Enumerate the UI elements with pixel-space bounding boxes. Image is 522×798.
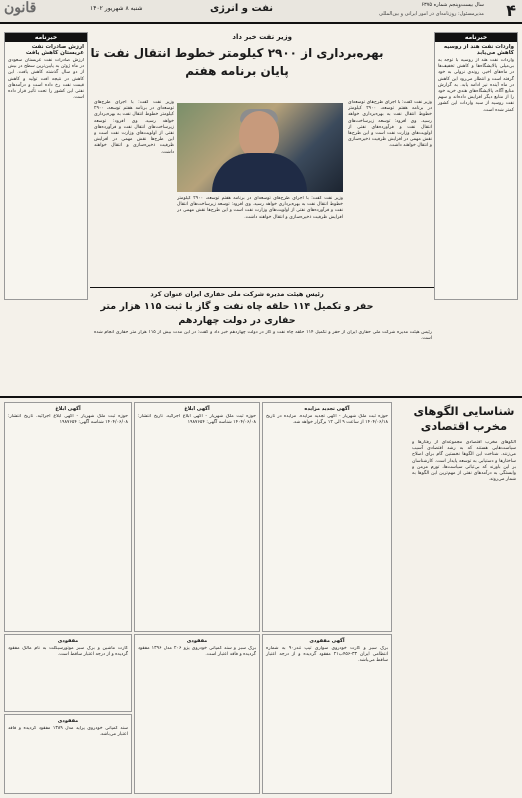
notice-body: حوزه ثبت ملک شهریار - آگهی ابلاغ اجرائیه. تاریخ انتشار: ۱۴۰۴/۰۶/۰۸ شناسه آگهی: ۱۹۸۷۶۵۴ xyxy=(138,414,256,426)
photo-suit xyxy=(212,153,307,192)
notice-box xyxy=(134,402,260,632)
minister-photo xyxy=(177,103,343,192)
lead-column-left: وزیر نفت گفت: با اجرای طرح‌های توسعه‌ای در برنامه هفتم توسعه، ۲۹۰۰ کیلومتر خطوط انتقال نفت به بهره‌برداری خواهد رسید. وی افزود: توسعه زیرساخت‌های انتقال نفت و فرآورده‌های نفتی از اولویت‌های وزارت نفت است و این طرح‌ها نقش مهمی در افزایش ظرفیت ذخیره‌سازی و انتقال خواهند داشت. xyxy=(94,100,174,155)
feature-headline: شناسایی الگوهای مخرب اقتصادی xyxy=(413,404,515,433)
notice-body: حوزه ثبت ملک شهریار - آگهی ابلاغ اجرائیه. تاریخ انتشار: ۱۴۰۴/۰۶/۰۸ شناسه آگهی: ۱۹۸۷۶۵۴ xyxy=(8,414,128,426)
sidebar-title: ارزش صادرات نفت عربستان کاهش یافت xyxy=(25,44,84,56)
notice-body: کارت ماشین و برگ سبز موتورسیکلت به نام مالک مفقود گردیده و از درجه اعتبار ساقط است. xyxy=(8,646,128,658)
date-line: شنبه ۸ شهریور ۱۴۰۲ xyxy=(90,5,143,12)
notice-body: برگ سبز و سند کمپانی خودروی پژو ۲۰۶ مدل ۱۳۹۶ مفقود گردیده و فاقد اعتبار است. xyxy=(138,646,256,658)
lead-column-right: وزیر نفت گفت: با اجرای طرح‌های توسعه‌ای در برنامه هفتم توسعه، ۲۹۰۰ کیلومتر خطوط انتقال نفت به بهره‌برداری خواهد رسید. وی افزود: توسعه زیرساخت‌های انتقال نفت و فرآورده‌های نفتی از اولویت‌های وزارت نفت است و این طرح‌ها نقش مهمی در افزایش ظرفیت ذخیره‌سازی و انتقال خواهند داشت. xyxy=(348,100,432,149)
notice-heading: آگهی ابلاغ xyxy=(55,406,81,412)
sidebar-heading: خبرنامه xyxy=(5,33,87,42)
sidebar-body: ارزش صادرات نفت عربستان سعودی در ماه ژوئن به پایین‌ترین سطح در بیش از دو سال گذشته کاهش یافت. این کاهش در نتیجه افت تولید و کاهش قیمت نفت رخ داده است و درآمدهای نفتی این کشور را تحت تأثیر قرار داده است. xyxy=(8,58,84,101)
issue-line: سال بیست‌وپنجم شماره ۶۳۷۵ xyxy=(421,2,484,8)
section-title: نفت و انرژی xyxy=(210,3,274,14)
notice-heading: مفقودی xyxy=(57,638,79,644)
tagline: مدیرمسئول: روزنامه‌ای در امور ایرانی و بین‌المللی xyxy=(379,11,484,17)
second-body: رئیس هیئت مدیره شرکت ملی حفاری ایران از حفر و تکمیل ۱۱۴ حلقه چاه نفت و گاز در دولت چهاردهم خبر داد و گفت: در این مدت بیش از ۱۱۵ هزار متر حفاری انجام شده است. xyxy=(94,330,432,342)
sidebar-heading: خبرنامه xyxy=(435,33,517,42)
photo-face xyxy=(239,111,279,159)
sidebar-title: واردات نفت هند از روسیه کاهش می‌یابد xyxy=(443,44,514,56)
feature-body: الگوهای مخرب اقتصادی مجموعه‌ای از رفتارها و سیاست‌هایی هستند که به رشد اقتصادی آسیب می‌زنند. شناخت این الگوها نخستین گام برای اصلاح ساختارها و دستیابی به توسعه پایدار است. کارشناسان بر این باورند که بی‌ثباتی سیاست‌ها، تورم مزمن و وابستگی به درآمدهای نفتی از مهم‌ترین این الگوها به شمار می‌روند. xyxy=(412,440,516,483)
newspaper-logo: قانون xyxy=(4,0,37,16)
notice-box xyxy=(134,634,260,794)
lead-kicker: وزیر نفت خبر داد xyxy=(232,33,292,41)
lead-column-under-photo: وزیر نفت گفت: با اجرای طرح‌های توسعه‌ای در برنامه هفتم توسعه، ۲۹۰۰ کیلومتر خطوط انتقال نفت به بهره‌برداری خواهد رسید. وی افزود: توسعه زیرساخت‌های انتقال نفت و فرآورده‌های نفتی از اولویت‌های وزارت نفت است و این طرح‌ها نقش مهمی در افزایش ظرفیت ذخیره‌سازی و انتقال خواهند داشت. xyxy=(177,196,343,220)
left-sidebar xyxy=(4,32,88,300)
lead-headline: بهره‌برداری از ۲۹۰۰ کیلومتر خطوط انتقال نفت تا پایان برنامه هفتم xyxy=(90,46,384,78)
notice-heading: مفقودی xyxy=(57,718,79,724)
notice-box xyxy=(4,714,132,794)
notice-box xyxy=(4,634,132,712)
sidebar-body: واردات نفت هند از روسیه با توجه به بی‌میلی پالایشگاه‌ها و کاهش تخفیف‌ها در ماه‌های اخیر، روندی نزولی به خود گرفته است و انتظار می‌رود این کاهش در ماه آینده نیز ادامه یابد. به گزارش منابع آگاه، پالایشگاه‌های هندی خرید خود را از منابع دیگر افزایش داده‌اند و سهم نفت روسیه از سبد واردات این کشور کمتر شده است. xyxy=(438,58,514,113)
notice-body: سند کمپانی خودروی پراید مدل ۱۳۸۹ مفقود گردیده و فاقد اعتبار می‌باشد. xyxy=(8,726,129,738)
notice-heading: آگهی ابلاغ xyxy=(184,406,210,412)
second-headline: حفر و تکمیل ۱۱۴ حلقه چاه نفت و گاز با ثبت ۱۱۵ هزار متر حفاری در دولت چهاردهم xyxy=(100,301,374,326)
notice-heading: مفقودی xyxy=(186,638,208,644)
notice-box xyxy=(262,634,392,794)
second-kicker: رئیس هیئت مدیره شرکت ملی حفاری ایران عنوان کرد xyxy=(150,290,324,298)
page-number: ۴ xyxy=(506,1,516,20)
section-divider xyxy=(0,396,522,398)
masthead xyxy=(0,0,522,24)
notice-heading: آگهی مفقودی xyxy=(309,638,345,644)
notice-heading: آگهی تجدید مزایده xyxy=(304,406,350,412)
notice-box xyxy=(262,402,392,632)
notice-box xyxy=(4,402,132,632)
notice-body: برگ سبز و کارت خودروی سواری تیپ تندر۹۰ به شماره انتظامی ایران ۳۳-۴۵۶ب۲۱ مفقود گردیده و از درجه اعتبار ساقط می‌باشد. xyxy=(266,646,388,664)
notice-body: حوزه ثبت ملک شهریار - آگهی تجدید مزایده. مزایده در تاریخ ۱۴۰۴/۰۶/۱۸ از ساعت ۹ الی ۱۲ برگزار خواهد شد. xyxy=(266,414,388,426)
right-sidebar xyxy=(434,32,518,300)
divider xyxy=(90,287,434,288)
